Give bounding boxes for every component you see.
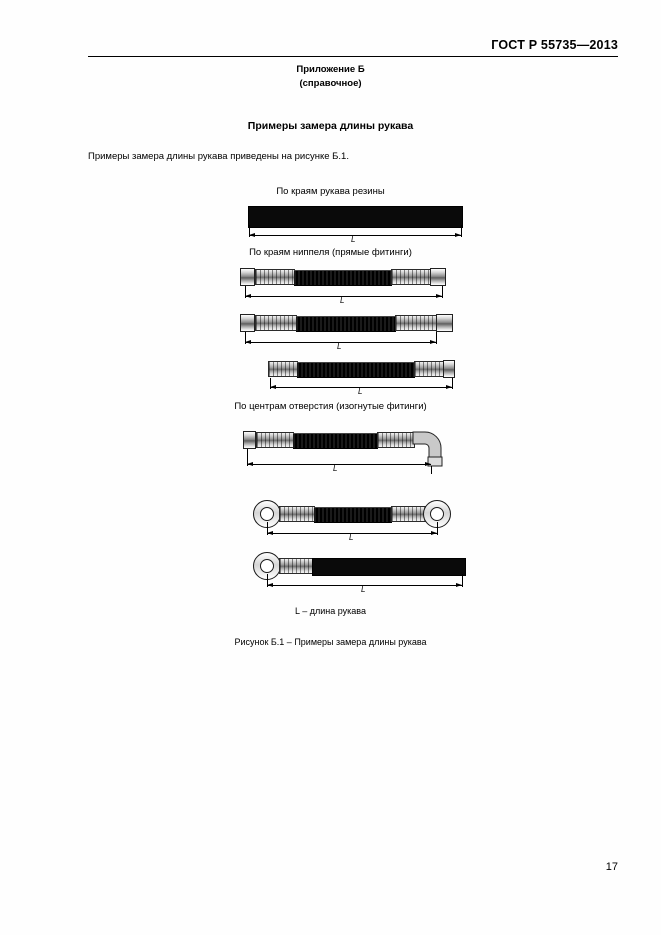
dim-ext-right	[452, 378, 453, 389]
annex-line-2: (справочное)	[299, 78, 362, 89]
hose-body	[297, 362, 415, 378]
banjo-hole-left	[260, 559, 274, 573]
dim-label: L	[358, 387, 363, 396]
annex-heading	[0, 63, 661, 91]
dim-arrow-left	[267, 583, 273, 587]
fitting-nut-left	[240, 268, 255, 286]
caption-hole-centers: По центрам отверстия (изогнутые фитинги)	[234, 401, 427, 412]
dim-arrow-left	[247, 462, 253, 466]
standard-header: ГОСТ Р 55735—2013	[491, 38, 618, 52]
fitting-nut-right	[430, 268, 446, 286]
ferrule-left	[255, 315, 297, 331]
dim-label: L	[333, 464, 338, 473]
hose-body	[293, 433, 378, 449]
dim-arrow-right	[446, 385, 452, 389]
dim-arrow-left	[245, 340, 251, 344]
ferrule-left	[255, 269, 295, 285]
hose-body	[294, 270, 392, 286]
dim-ext-right	[431, 466, 432, 474]
figure-straight-fitting-2	[240, 312, 455, 350]
intro-paragraph: Примеры замера длины рукава приведены на рисунке Б.1.	[88, 151, 349, 162]
ferrule-right	[377, 432, 415, 448]
figure-straight-fitting-3	[268, 358, 458, 394]
ferrule-left	[256, 432, 294, 448]
dim-arrow-right	[425, 462, 431, 466]
dim-ext-right	[436, 332, 437, 344]
dim-ext-right	[437, 522, 438, 535]
dim-label: L	[337, 342, 342, 351]
dim-arrow-right	[431, 531, 437, 535]
fitting-nut-right	[443, 360, 455, 378]
ferrule-right	[391, 269, 431, 285]
fitting-nut-left	[240, 314, 255, 332]
page-title: Примеры замера длины рукава	[247, 120, 414, 132]
hose-body	[314, 507, 392, 523]
dim-label: L	[349, 533, 354, 542]
dim-ext-right	[462, 574, 463, 587]
dim-arrow-left	[267, 531, 273, 535]
dim-ext-right	[461, 225, 462, 237]
figure-hose-plain	[248, 206, 463, 244]
dim-arrow-right	[456, 583, 462, 587]
dim-arrow-right	[455, 233, 461, 237]
figure-legend: L – длина рукава	[295, 606, 366, 616]
hose-body	[312, 558, 466, 576]
dim-arrow-right	[436, 294, 442, 298]
dim-label: L	[351, 235, 356, 244]
ferrule-right	[395, 315, 437, 331]
fitting-nut-left	[243, 431, 256, 449]
figure-straight-fitting-1	[240, 266, 450, 304]
ferrule-right	[414, 361, 444, 377]
banjo-hole-left	[260, 507, 274, 521]
ferrule-right	[391, 506, 427, 522]
ferrule-left	[268, 361, 298, 377]
page-number: 17	[605, 861, 618, 873]
dim-ext-right	[442, 286, 443, 298]
dim-arrow-left	[249, 233, 255, 237]
figure-bent-fitting-1	[243, 424, 453, 486]
annex-line-1: Приложение Б	[296, 64, 365, 75]
fitting-nut-right	[436, 314, 453, 332]
caption-nipple-edges: По краям ниппеля (прямые фитинги)	[249, 247, 412, 258]
hose-body	[296, 316, 396, 332]
header-rule	[88, 56, 618, 57]
dim-arrow-left	[270, 385, 276, 389]
banjo-hole-right	[430, 507, 444, 521]
dim-label: L	[340, 296, 345, 305]
hose-body	[248, 206, 463, 228]
figure-caption: Рисунок Б.1 – Примеры замера длины рукава	[234, 637, 427, 647]
figure-banjo-fitting-2	[253, 552, 453, 597]
dim-label: L	[361, 585, 366, 594]
ferrule-left	[279, 558, 313, 574]
caption-edges-rubber: По краям рукава резины	[276, 186, 385, 197]
dim-arrow-right	[430, 340, 436, 344]
figure-banjo-fitting-1	[253, 500, 453, 545]
ferrule-left	[279, 506, 315, 522]
dim-arrow-left	[245, 294, 251, 298]
